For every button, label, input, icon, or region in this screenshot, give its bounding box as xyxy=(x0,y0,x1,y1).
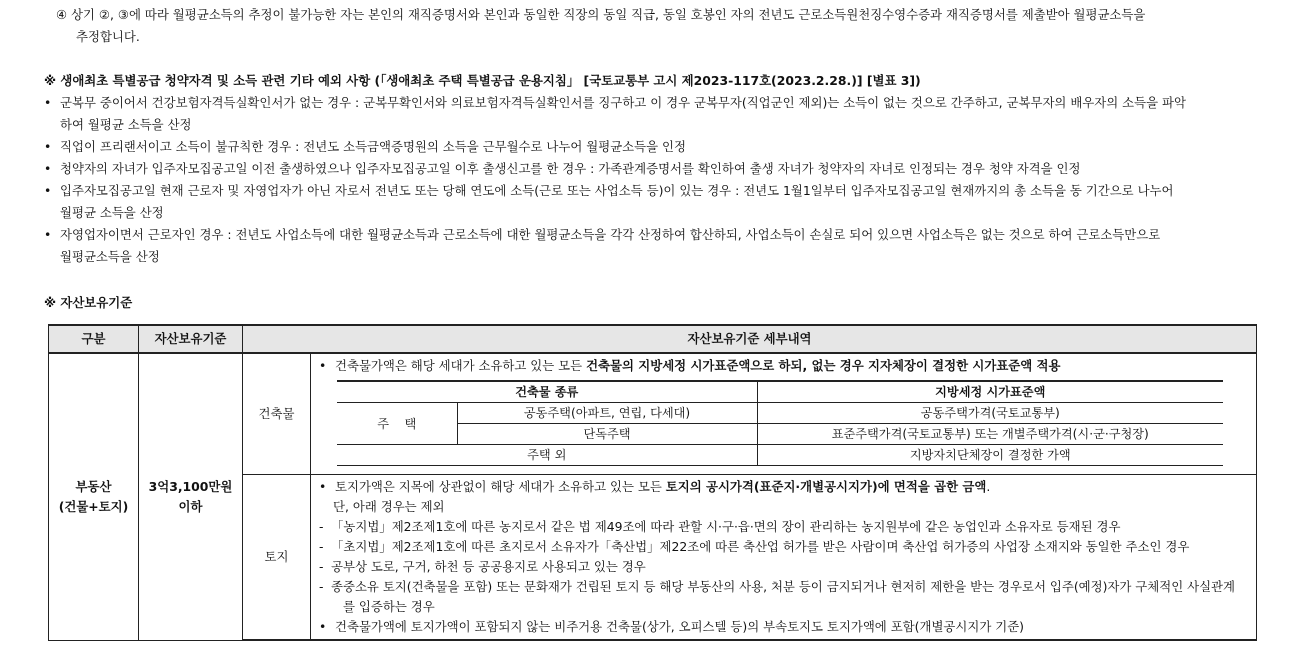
bullet-text: 토지가액은 지목에 상관없이 해당 세대가 소유하고 있는 모든 xyxy=(335,479,666,494)
land-label-cell: 토지 xyxy=(243,475,311,641)
list-item xyxy=(44,224,1256,268)
section-title: ※ 생애최초 특별공급 청약자격 및 소득 관련 기타 예외 사항 (「생애최초 주택 특별공급 운용지침」 [국토교통부 고시 제2023-117호(2023.2.28.)] [별표 3]) xyxy=(44,73,921,88)
category-label: 부동산 xyxy=(75,478,112,494)
list-item xyxy=(44,158,1256,180)
note-line: ④ 상기 ②, ③에 따라 월평균소득의 추정이 불가능한 자는 본인의 재직증명서와 본인과 동일한 직장의 동일 직급, 동일 호봉인 자의 전년도 근로소득원천징수영수증과 재직증명서를 제출받아 월평균소득을 xyxy=(56,7,1146,22)
building-label-cell: 건축물 xyxy=(243,353,311,475)
building-detail-cell xyxy=(311,353,1257,475)
table-header-row xyxy=(49,325,1257,353)
exclusion-item: - 「농지법」제2조제1호에 따른 농지로서 같은 법 제49조에 따라 관할 시·구·읍·면의 장이 관리하는 농지원부에 같은 농업인과 소유자로 등재된 경우 xyxy=(319,517,1250,537)
list-item xyxy=(44,180,1256,224)
inner-row xyxy=(337,445,1223,466)
note-line: 추정합니다. xyxy=(76,29,140,44)
bullet-bold-text: 건축물의 지방세정 시가표준액으로 하되, 없는 경우 지자체장이 결정한 시가표준액 적용 xyxy=(586,358,1061,373)
list-item-text: 월평균 소득을 산정 xyxy=(60,205,164,220)
land-detail-cell xyxy=(311,475,1257,641)
list-item-text: • 자영업자이면서 근로자인 경우 : 전년도 사업소득에 대한 월평균소득과 근로소득에 대한 월평균소득을 각각 산정하여 합산하되, 사업소득이 손실로 되어 있으면 사업소득은 없는 것으로 하여 근로소득만으로 xyxy=(60,227,1161,242)
column-header: 자산보유기준 세부내역 xyxy=(243,325,1257,353)
housing-label: 주 택 xyxy=(337,403,457,445)
building-type-table xyxy=(337,380,1223,466)
list-item-text: • 군복무 중이어서 건강보험자격득실확인서가 없는 경우 : 군복무확인서와 의료보험자격득실확인서를 징구하고 이 경우 군복무자(직업군인 제외)는 소득이 없는 것으로 간주하고, 군복무자의 배우자의 소득을 파악 xyxy=(60,95,1186,110)
inner-column-header: 지방세정 시가표준액 xyxy=(757,381,1223,403)
exclusion-item: - 종중소유 토지(건축물을 포함) 또는 문화재가 건립된 토지 등 해당 부동산의 사용, 처분 등이 금지되거나 현저히 제한을 받는 경우로서 입주(예정)자가 구체적인 사실관계 xyxy=(319,577,1250,597)
column-header: 자산보유기준 xyxy=(139,325,243,353)
list-item-text: 월평균소득을 산정 xyxy=(60,249,160,264)
standard-value: 지방자치단체장이 결정한 가액 xyxy=(757,445,1223,466)
land-bullet: • 건축물가액에 토지가액이 포함되지 않는 비주거용 건축물(상가, 오피스텔 등)의 부속토지도 토지가액에 포함(개별공시지가 기준) xyxy=(319,617,1250,637)
building-bullet xyxy=(319,356,1250,376)
building-type: 단독주택 xyxy=(457,424,757,445)
inner-column-header: 건축물 종류 xyxy=(337,381,757,403)
category-cell xyxy=(49,353,139,640)
building-type: 공동주택(아파트, 연립, 다세대) xyxy=(457,403,757,424)
land-bullet xyxy=(319,477,1250,497)
column-header: 구분 xyxy=(49,325,139,353)
list-item-text: 하여 월평균 소득을 산정 xyxy=(60,117,192,132)
list-item-text: • 청약자의 자녀가 입주자모집공고일 이전 출생하였으나 입주자모집공고일 이후 출생신고를 한 경우 : 가족관계증명서를 확인하여 출생 자녀가 청약자의 자녀로 인정되는 경우 청약 자격을 인정 xyxy=(60,161,1081,176)
exclusion-note: 단, 아래 경우는 제외 xyxy=(333,499,445,514)
inner-row xyxy=(337,424,1223,445)
limit-cell xyxy=(139,353,243,640)
assets-section-title-wrap xyxy=(44,292,1256,314)
bullet-bold-text: 토지의 공시가격(표준지·개별공시지가)에 면적을 곱한 금액 xyxy=(665,479,987,494)
building-type: 주택 외 xyxy=(337,445,757,466)
inner-row xyxy=(337,403,1223,424)
inner-header-row xyxy=(337,381,1223,403)
exclusion-item: - 「초지법」제2조제1호에 따른 초지로서 소유자가「축산법」제22조에 따른 축산업 허가를 받은 사람이며 축산업 허가증의 사업장 소재지와 동일한 주소인 경우 xyxy=(319,537,1250,557)
exclusion-item: - 공부상 도로, 구거, 하천 등 공공용지로 사용되고 있는 경우 xyxy=(319,557,1250,577)
exceptions-section xyxy=(44,70,1256,268)
bullet-text: 건축물가액은 해당 세대가 소유하고 있는 모든 xyxy=(335,358,587,373)
category-label: (건물+토지) xyxy=(58,498,129,514)
list-item-text: • 입주자모집공고일 현재 근로자 및 자영업자가 아닌 자로서 전년도 또는 당해 연도에 소득(근로 또는 사업소득 등)이 있는 경우 : 전년도 1월1일부터 입주자모집공고일 현재까지의 총 소득을 동 기간으로 나누어 xyxy=(60,183,1174,198)
bullet-text: . xyxy=(986,479,991,494)
income-estimation-note xyxy=(56,4,1256,48)
list-item-text: • 직업이 프리랜서이고 소득이 불규칙한 경우 : 전년도 소득금액증명원의 소득을 근무월수로 나누어 월평균소득을 인정 xyxy=(60,139,686,154)
limit-value: 이하 xyxy=(178,498,203,514)
asset-criteria-table xyxy=(48,324,1257,641)
list-item xyxy=(44,136,1256,158)
section-title: ※ 자산보유기준 xyxy=(44,295,133,310)
limit-value: 3억3,100만원 xyxy=(148,478,233,494)
standard-value: 공동주택가격(국토교통부) xyxy=(757,403,1223,424)
table-row xyxy=(49,353,1257,475)
standard-value: 표준주택가격(국토교통부) 또는 개별주택가격(시·군·구청장) xyxy=(757,424,1223,445)
exclusion-item-continued: 를 입증하는 경우 xyxy=(343,599,435,614)
list-item xyxy=(44,92,1256,136)
